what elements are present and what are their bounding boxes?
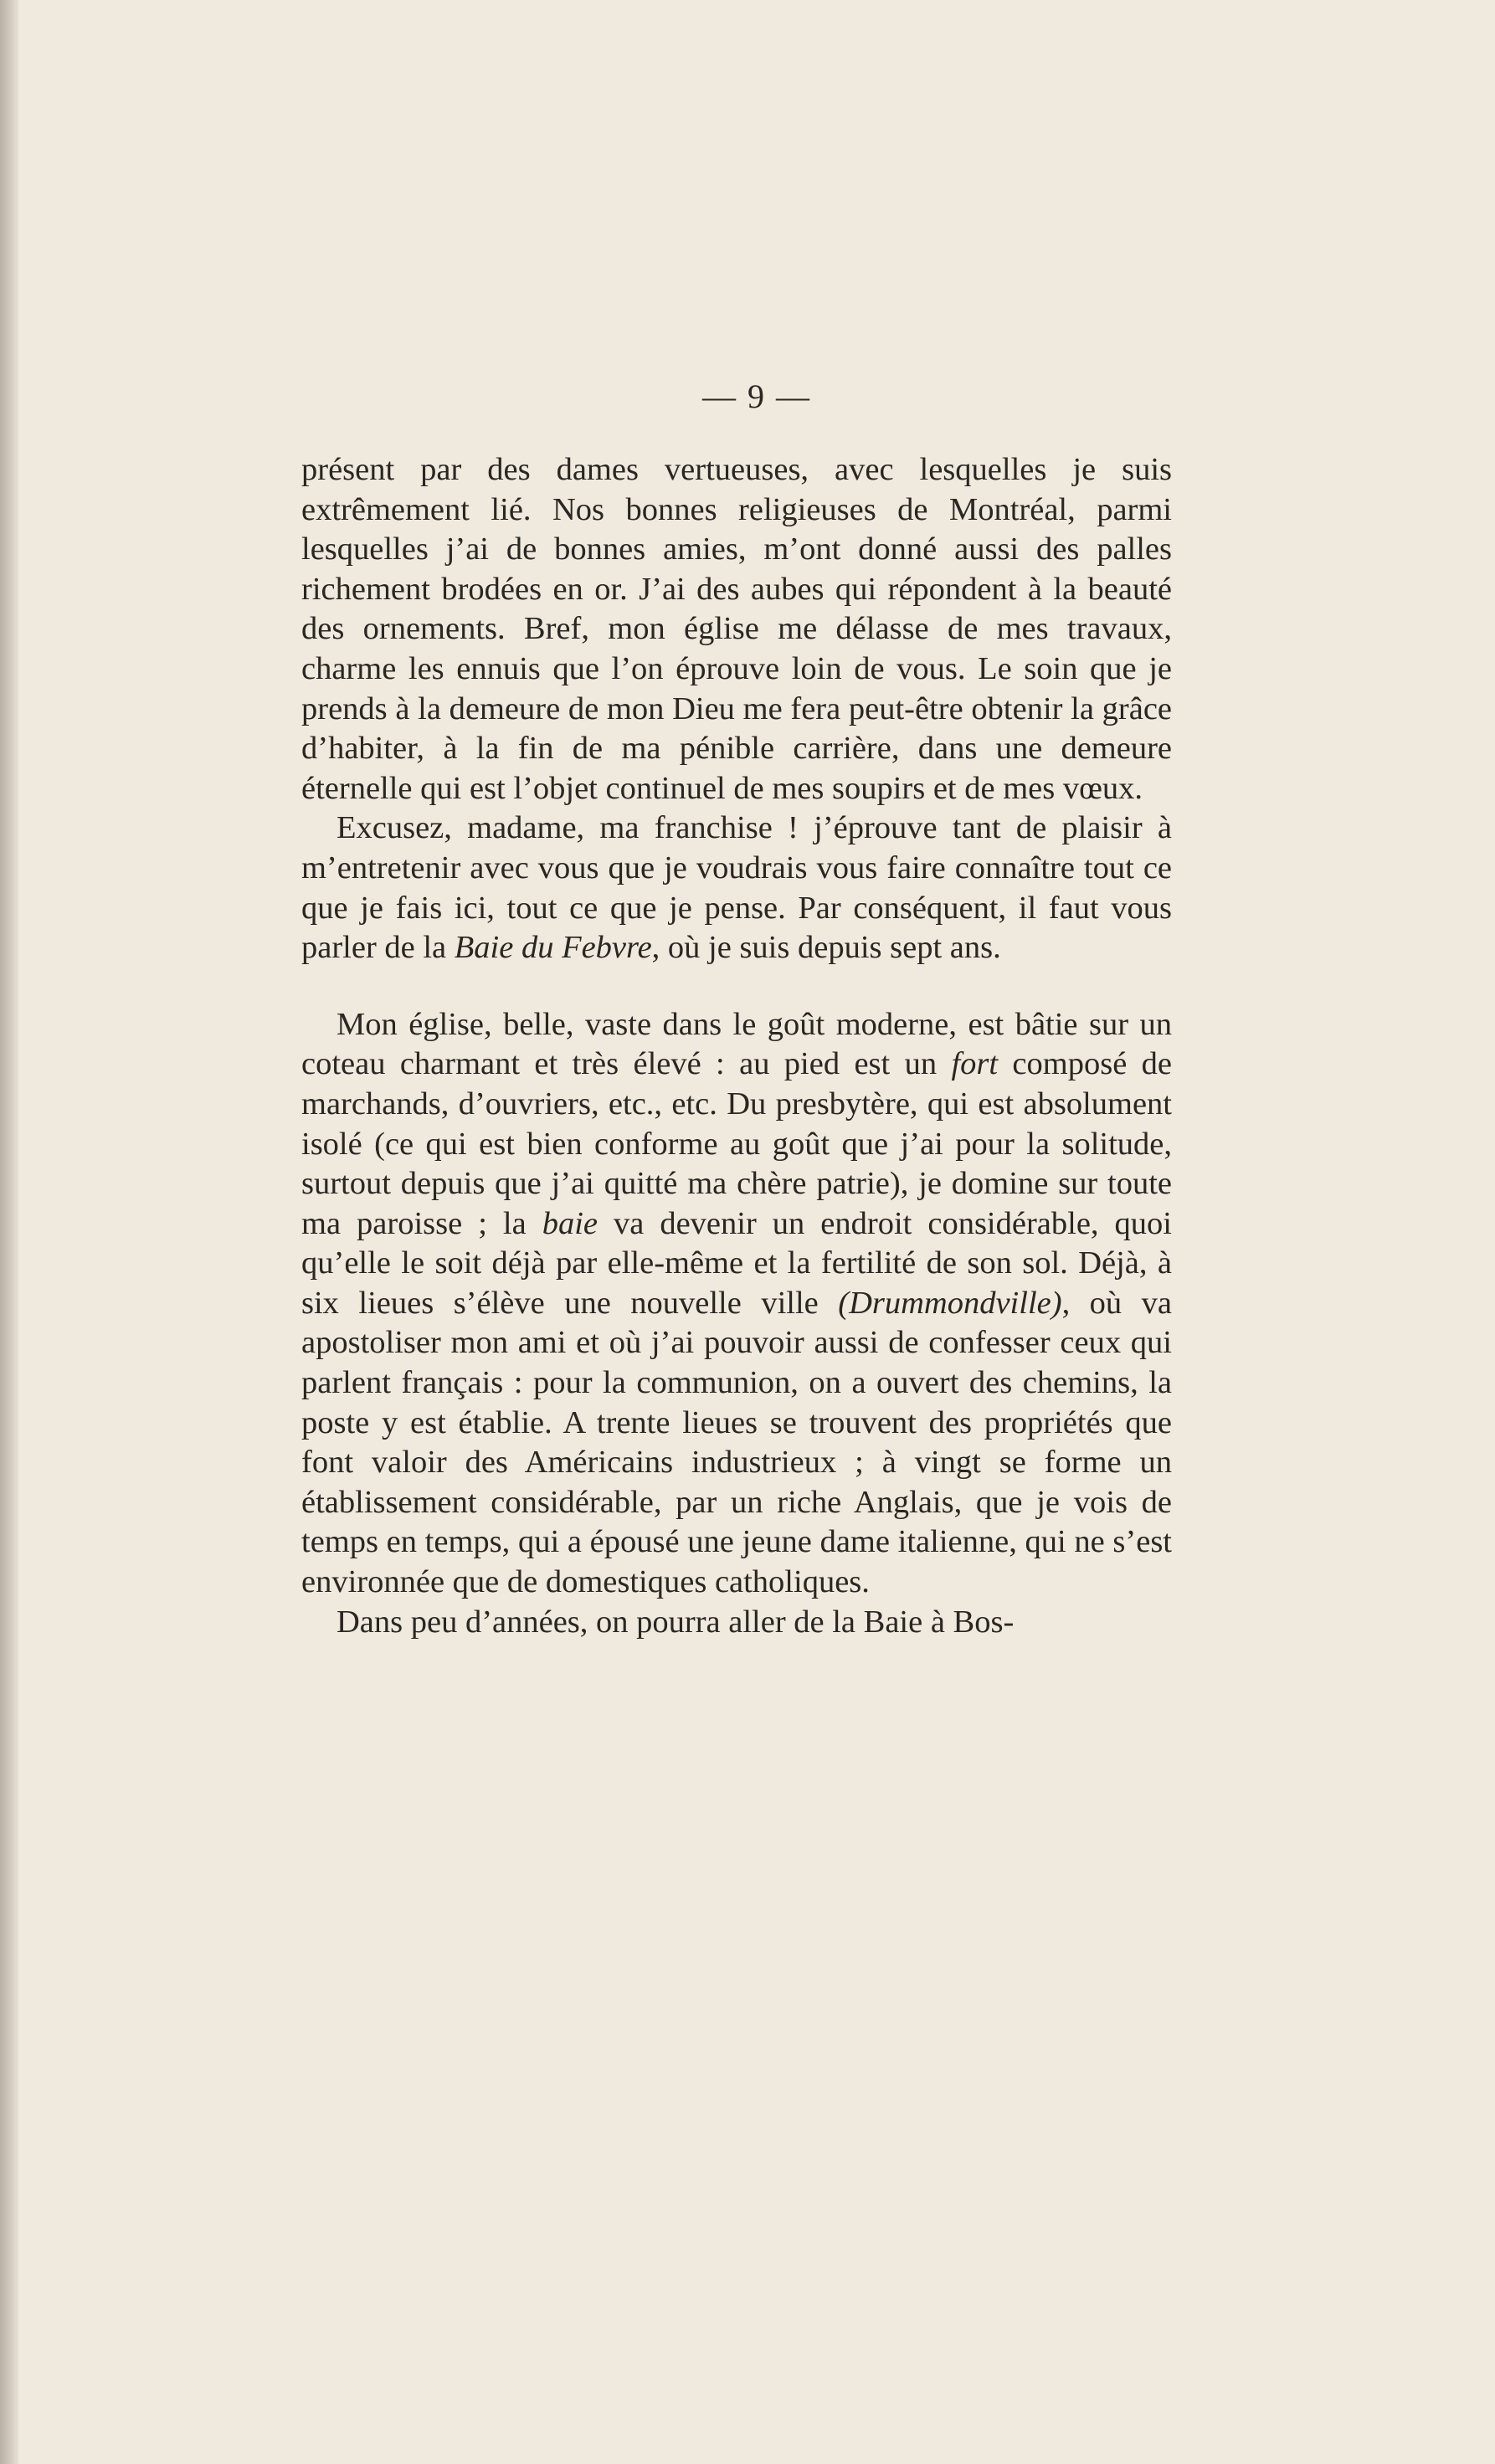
italic-word: fort bbox=[951, 1046, 999, 1082]
body-text bbox=[301, 450, 1172, 1642]
italic-place-name: Baie du Febvre bbox=[454, 930, 652, 966]
paragraph bbox=[301, 1005, 1172, 1603]
text-run: composé de marchands, d’ouvriers, etc., etc. Du presbytère, qui est absolument isolé (ce qui est bien conforme au goût que j’ai pour la solitude, surtout depuis que j’ai quitté ma chère patrie), je domine sur toute ma paroisse ; la bbox=[301, 1046, 1172, 1241]
paragraph bbox=[301, 808, 1172, 968]
text-run: , où va apostoliser mon ami et où j’ai pouvoir aussi de confesser ceux qui parlent français : pour la communion, on a ouvert des chemins, la poste y est établie. A trente lieues se trouvent des propriétés que font valoir des Américains industrieux ; à vingt se forme un établissement considérable, par un riche Anglais, que je vois de temps en temps, qui a épousé une jeune dame italienne, qui ne s’est environnée que de domestiques catholiques. bbox=[301, 1285, 1172, 1600]
text-run: Dans peu d’années, on pourra aller de la Baie à Bos- bbox=[337, 1604, 1015, 1640]
text-run: va devenir un endroit considérable, quoi qu’elle le soit déjà par elle-même et la fertilité de son sol. Déjà, à six lieues s’élève une nouvelle ville bbox=[301, 1205, 1172, 1321]
book-page bbox=[18, 0, 1495, 2464]
paragraph bbox=[301, 1603, 1172, 1643]
paragraph bbox=[301, 450, 1172, 808]
italic-word: baie bbox=[542, 1205, 598, 1241]
binding-gutter bbox=[0, 0, 18, 2464]
text-run: présent par des dames vertueuses, avec lesquelles je suis extrêmement lié. Nos bonnes religieuses de Montréal, parmi lesquelles j’ai de bonnes amies, m’ont donné aussi des palles richement brodées en or. J’ai des aubes qui répondent à la beauté des ornements. Bref, mon église me délasse de mes travaux, charme les ennuis que l’on éprouve loin de vous. Le soin que je prends à la demeure de mon Dieu me fera peut-être obtenir la grâce d’habiter, à la fin de ma pénible carrière, dans une demeure éternelle qui est l’objet continuel de mes soupirs et de mes vœux. bbox=[301, 452, 1172, 806]
text-run: Mon église, belle, vaste dans le goût moderne, est bâtie sur un coteau charmant et très élevé : au pied est un bbox=[301, 1006, 1172, 1082]
text-run: Excusez, madame, ma franchise ! j’éprouve tant de plaisir à m’entretenir avec vous que je voudrais vous faire connaître tout ce que je fais ici, tout ce que je pense. Par conséquent, il faut vous parler de la bbox=[301, 810, 1172, 966]
page-number: — 9 — bbox=[702, 377, 811, 415]
italic-place-name: (Drummondville) bbox=[838, 1285, 1062, 1321]
text-run: , où je suis depuis sept ans. bbox=[651, 930, 1001, 966]
